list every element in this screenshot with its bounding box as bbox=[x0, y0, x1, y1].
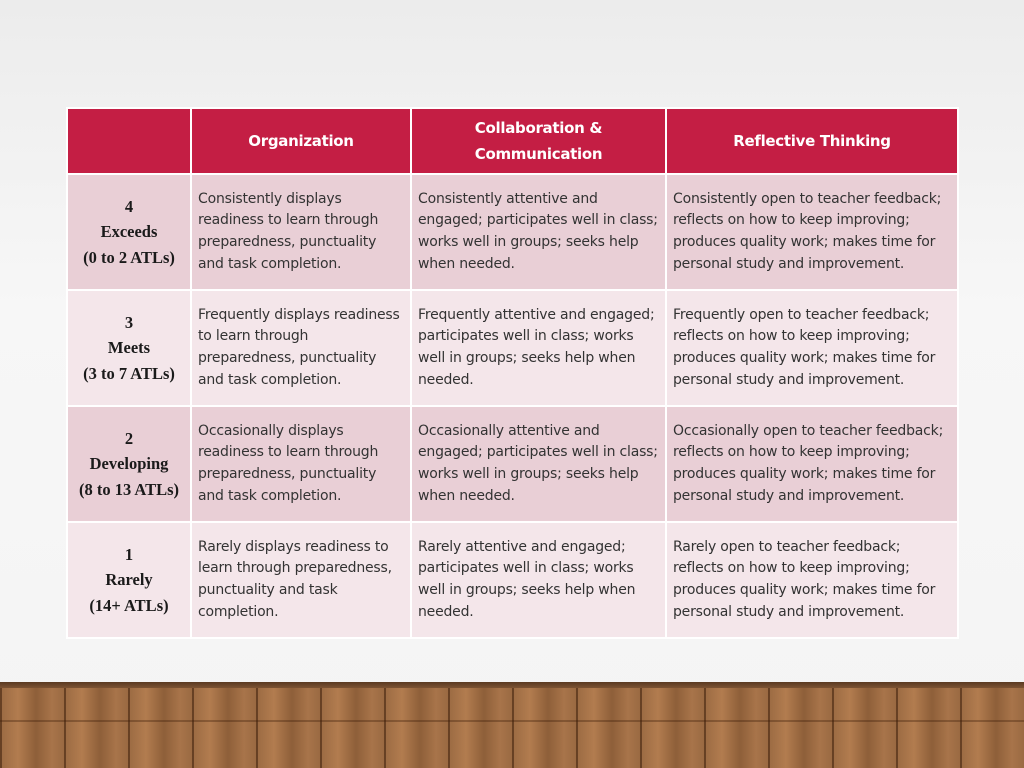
header-row bbox=[67, 108, 958, 174]
level-number: 2 bbox=[124, 428, 134, 448]
collaboration-cell: Rarely attentive and engaged; participates well in class; works well in groups; seeks help when needed. bbox=[411, 522, 666, 638]
organization-cell: Frequently displays readiness to learn through preparedness, punctuality and task completion. bbox=[191, 290, 411, 406]
collaboration-cell: Frequently attentive and engaged; participates well in class; works well in groups; seeks help when needed. bbox=[411, 290, 666, 406]
rubric-table bbox=[66, 107, 959, 639]
table-row bbox=[67, 406, 958, 522]
reflective-cell: Rarely open to teacher feedback; reflects on how to keep improving; produces quality work; makes time for personal study and improvement. bbox=[666, 522, 958, 638]
level-range: (14+ ATLs) bbox=[89, 595, 169, 615]
level-cell bbox=[67, 406, 191, 522]
level-number: 4 bbox=[124, 196, 134, 216]
table-row bbox=[67, 290, 958, 406]
table-row bbox=[67, 174, 958, 290]
level-name: Rarely bbox=[105, 570, 153, 590]
level-name: Developing bbox=[89, 454, 169, 474]
level-name: Exceeds bbox=[100, 222, 158, 242]
reflective-cell: Frequently open to teacher feedback; reflects on how to keep improving; produces quality work; makes time for personal study and improvement. bbox=[666, 290, 958, 406]
collaboration-cell: Consistently attentive and engaged; participates well in class; works well in groups; seeks help when needed. bbox=[411, 174, 666, 290]
organization-cell: Occasionally displays readiness to learn through preparedness, punctuality and task completion. bbox=[191, 406, 411, 522]
level-range: (8 to 13 ATLs) bbox=[78, 479, 180, 499]
organization-cell: Consistently displays readiness to learn through preparedness, punctuality and task completion. bbox=[191, 174, 411, 290]
level-number: 3 bbox=[124, 312, 134, 332]
level-range: (3 to 7 ATLs) bbox=[83, 363, 175, 383]
level-cell bbox=[67, 174, 191, 290]
table-row bbox=[67, 522, 958, 638]
collaboration-cell: Occasionally attentive and engaged; participates well in class; works well in groups; seeks help when needed. bbox=[411, 406, 666, 522]
header-collaboration-label: Collaboration & Communication bbox=[474, 119, 603, 163]
organization-cell: Rarely displays readiness to learn through preparedness, punctuality and task completion. bbox=[191, 522, 411, 638]
wood-floor bbox=[0, 682, 1024, 768]
reflective-cell: Consistently open to teacher feedback; reflects on how to keep improving; produces quality work; makes time for personal study and improvement. bbox=[666, 174, 958, 290]
level-number: 1 bbox=[124, 544, 134, 564]
level-cell bbox=[67, 290, 191, 406]
header-blank bbox=[67, 108, 191, 174]
reflective-cell: Occasionally open to teacher feedback; reflects on how to keep improving; produces quality work; makes time for personal study and improvement. bbox=[666, 406, 958, 522]
header-reflective: Reflective Thinking bbox=[666, 108, 958, 174]
level-range: (0 to 2 ATLs) bbox=[83, 247, 175, 267]
header-collaboration bbox=[411, 108, 666, 174]
level-name: Meets bbox=[107, 338, 151, 358]
header-organization: Organization bbox=[191, 108, 411, 174]
level-cell bbox=[67, 522, 191, 638]
